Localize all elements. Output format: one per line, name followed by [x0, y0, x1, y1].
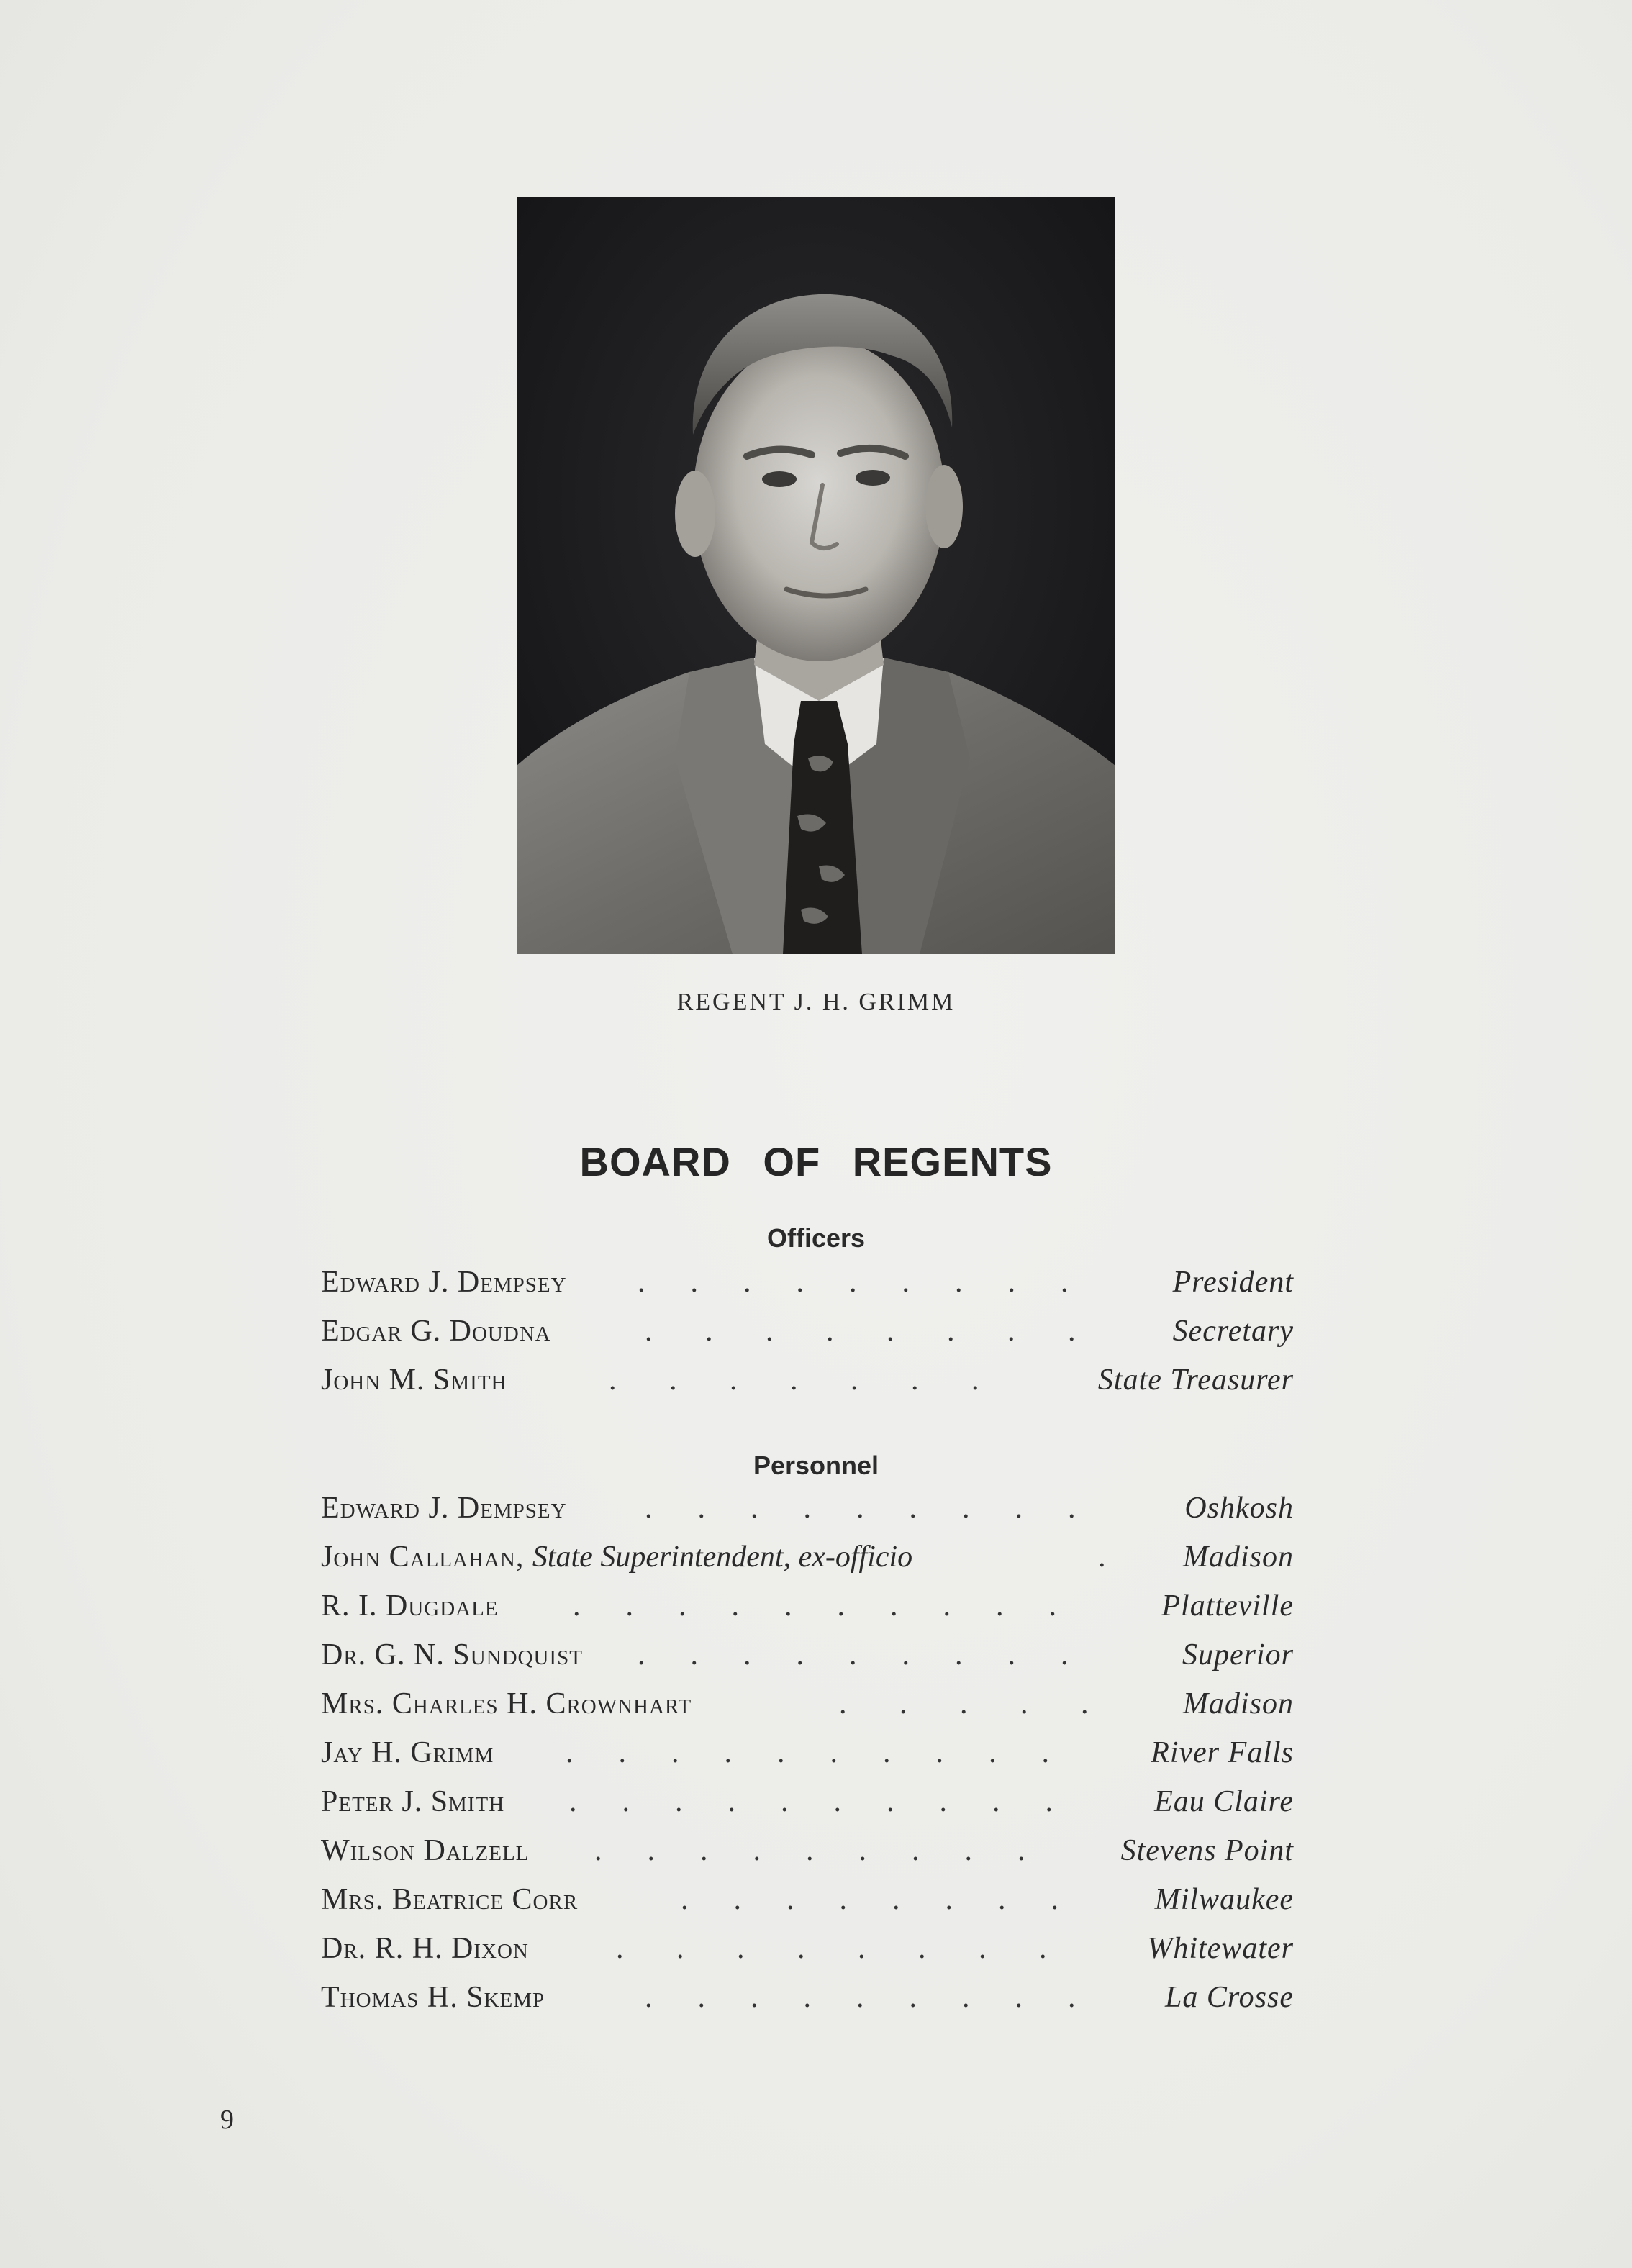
portrait-photo	[517, 197, 1115, 954]
personnel-name: John Callahan, State Superintendent, ex-officio	[321, 1541, 913, 1574]
dot-leader: . . . . . . .	[609, 1364, 979, 1397]
personnel-place: Eau Claire	[1154, 1785, 1294, 1818]
dot-leader: .	[1098, 1541, 1106, 1574]
dot-leader: . . . . . . . . . .	[573, 1589, 1056, 1623]
portrait-illustration	[517, 197, 1115, 954]
personnel-place: Madison	[1183, 1687, 1294, 1720]
dot-leader: . . . . . . . . . .	[566, 1736, 1049, 1769]
personnel-name: Wilson Dalzell	[321, 1834, 530, 1867]
dot-leader: . . . . . . . .	[616, 1932, 1047, 1965]
dot-leader: . . . . . . . . .	[645, 1492, 1076, 1525]
personnel-name: Mrs. Beatrice Corr	[321, 1883, 579, 1916]
page-title: BOARD OF REGENTS	[579, 1139, 1053, 1184]
personnel-heading: Personnel	[753, 1451, 879, 1480]
personnel-place: La Crosse	[1165, 1981, 1294, 2014]
personnel-place: River Falls	[1151, 1736, 1294, 1769]
personnel-row	[321, 1533, 1294, 1582]
dot-leader: . . . . . . . . .	[638, 1266, 1069, 1299]
personnel-list	[321, 1484, 1294, 2022]
personnel-name: Dr. R. H. Dixon	[321, 1932, 529, 1965]
officer-role: President	[1172, 1266, 1294, 1299]
officers-list	[321, 1258, 1294, 1405]
personnel-place: Superior	[1182, 1638, 1294, 1671]
dot-leader: . . . . . . . . .	[594, 1834, 1025, 1867]
personnel-place: Milwaukee	[1154, 1883, 1294, 1916]
personnel-place: Oshkosh	[1184, 1492, 1294, 1525]
personnel-place: Stevens Point	[1120, 1834, 1294, 1867]
page-number: 9	[220, 2105, 234, 2135]
personnel-name: Thomas H. Skemp	[321, 1981, 545, 2014]
personnel-note: State Superintendent, ex-officio	[532, 1541, 913, 1574]
personnel-place: Whitewater	[1147, 1932, 1294, 1965]
personnel-row	[321, 1728, 1294, 1777]
officers-heading: Officers	[766, 1223, 866, 1253]
personnel-name: Edward J. Dempsey	[321, 1492, 567, 1525]
personnel-place: Platteville	[1161, 1589, 1294, 1623]
dot-leader: . . . . . . . . .	[645, 1981, 1076, 2014]
officer-row	[321, 1356, 1294, 1405]
personnel-row	[321, 1826, 1294, 1875]
dot-leader: . . . . . . . . .	[638, 1638, 1069, 1671]
officer-name: Edgar G. Doudna	[321, 1315, 551, 1348]
personnel-row	[321, 1582, 1294, 1630]
personnel-name: Mrs. Charles H. Crownhart	[321, 1687, 692, 1720]
officer-role: State Treasurer	[1097, 1364, 1294, 1397]
officer-name: John M. Smith	[321, 1364, 507, 1397]
personnel-name: Jay H. Grimm	[321, 1736, 494, 1769]
personnel-name: R. I. Dugdale	[321, 1589, 499, 1623]
officer-role: Secretary	[1172, 1315, 1294, 1348]
dot-leader: . . . . .	[839, 1687, 1089, 1720]
photo-caption: REGENT J. H. GRIMM	[676, 989, 956, 1015]
personnel-row	[321, 1924, 1294, 1973]
officer-row	[321, 1307, 1294, 1356]
personnel-row	[321, 1973, 1294, 2022]
dot-leader: . . . . . . . .	[681, 1883, 1058, 1916]
personnel-place: Madison	[1183, 1541, 1294, 1574]
officer-row	[321, 1258, 1294, 1307]
officer-name: Edward J. Dempsey	[321, 1266, 567, 1299]
personnel-row	[321, 1679, 1294, 1728]
personnel-row	[321, 1484, 1294, 1533]
personnel-name: Dr. G. N. Sundquist	[321, 1638, 583, 1671]
dot-leader: . . . . . . . .	[645, 1315, 1076, 1348]
personnel-name: Peter J. Smith	[321, 1785, 505, 1818]
personnel-row	[321, 1777, 1294, 1826]
personnel-row	[321, 1630, 1294, 1679]
personnel-row	[321, 1875, 1294, 1924]
dot-leader: . . . . . . . . . .	[569, 1785, 1053, 1818]
